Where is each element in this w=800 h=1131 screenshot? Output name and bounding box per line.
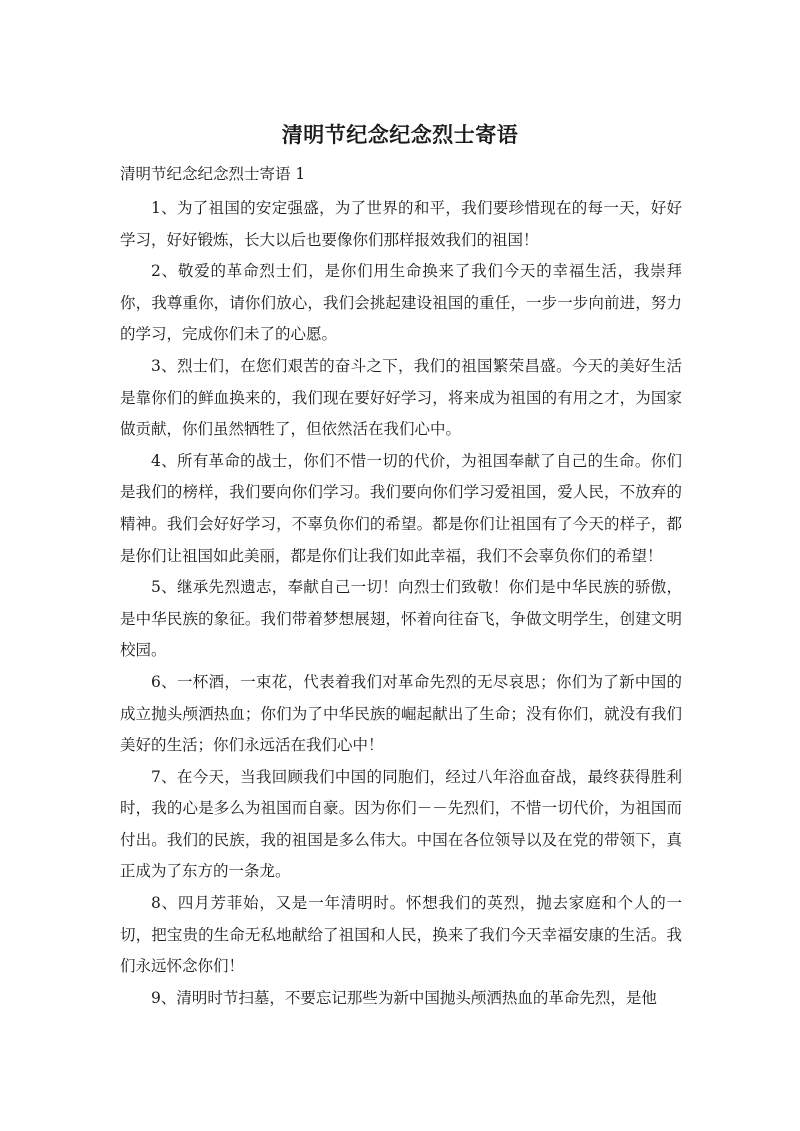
paragraph-1: 1、为了祖国的安定强盛，为了世界的和平，我们要珍惜现在的每一天，好好学习，好好锻炼，长大以后也要像你们那样报效我们的祖国！ <box>120 199 682 249</box>
paragraph-7: 7、在今天，当我回顾我们中国的同胞们，经过八年浴血奋战，最终获得胜利时，我的心是多么为祖国而自豪。因为你们－－先烈们，不惜一切代价，为祖国而付出。我们的民族，我的祖国是多么伟大。中国在各位领导以及在党的带领下，真正成为了东方的一条龙。 <box>120 767 682 881</box>
document-title: 清明节纪念纪念烈士寄语 <box>281 123 519 147</box>
paragraph-5: 5、继承先烈遗志，奉献自己一切！向烈士们致敬！你们是中华民族的骄傲，是中华民族的象征。我们带着梦想展翅，怀着向往奋飞，争做文明学生，创建文明校园。 <box>120 578 682 660</box>
paragraph-2: 2、敬爱的革命烈士们，是你们用生命换来了我们今天的幸福生活，我崇拜你，我尊重你，请你们放心，我们会挑起建设祖国的重任，一步一步向前进，努力的学习，完成你们未了的心愿。 <box>120 262 682 344</box>
document-subtitle: 清明节纪念纪念烈士寄语 1 <box>120 165 306 183</box>
paragraph-3: 3、烈士们，在您们艰苦的奋斗之下，我们的祖国繁荣昌盛。今天的美好生活是靠你们的鲜血换来的，我们现在要好好学习，将来成为祖国的有用之才，为国家做贡献，你们虽然牺牲了，但依然活在我们心中。 <box>120 356 682 439</box>
paragraph-8: 8、四月芳菲始，又是一年清明时。怀想我们的英烈，抛去家庭和个人的一切，把宝贵的生命无私地献给了祖国和人民，换来了我们今天幸福安康的生活。我们永远怀念你们！ <box>120 894 682 976</box>
paragraph-4: 4、所有革命的战士，你们不惜一切的代价，为祖国奉献了自己的生命。你们是我们的榜样，我们要向你们学习。我们要向你们学习爱祖国，爱人民，不放弃的精神。我们会好好学习，不辜负你们的希望。都是你们让祖国有了今天的样子，都是你们让祖国如此美丽，都是你们让我们如此幸福，我们不会辜负你们的希望！ <box>120 451 682 565</box>
paragraph-9: 9、清明时节扫墓，不要忘记那些为新中国抛头颅洒热血的革命先烈，是他 <box>151 988 657 1007</box>
document-body <box>120 193 682 1014</box>
paragraph-6: 6、一杯酒，一束花，代表着我们对革命先烈的无尽哀思；你们为了新中国的成立抛头颅洒热血；你们为了中华民族的崛起献出了生命；没有你们，就没有我们美好的生活；你们永远活在我们心中！ <box>120 672 682 755</box>
